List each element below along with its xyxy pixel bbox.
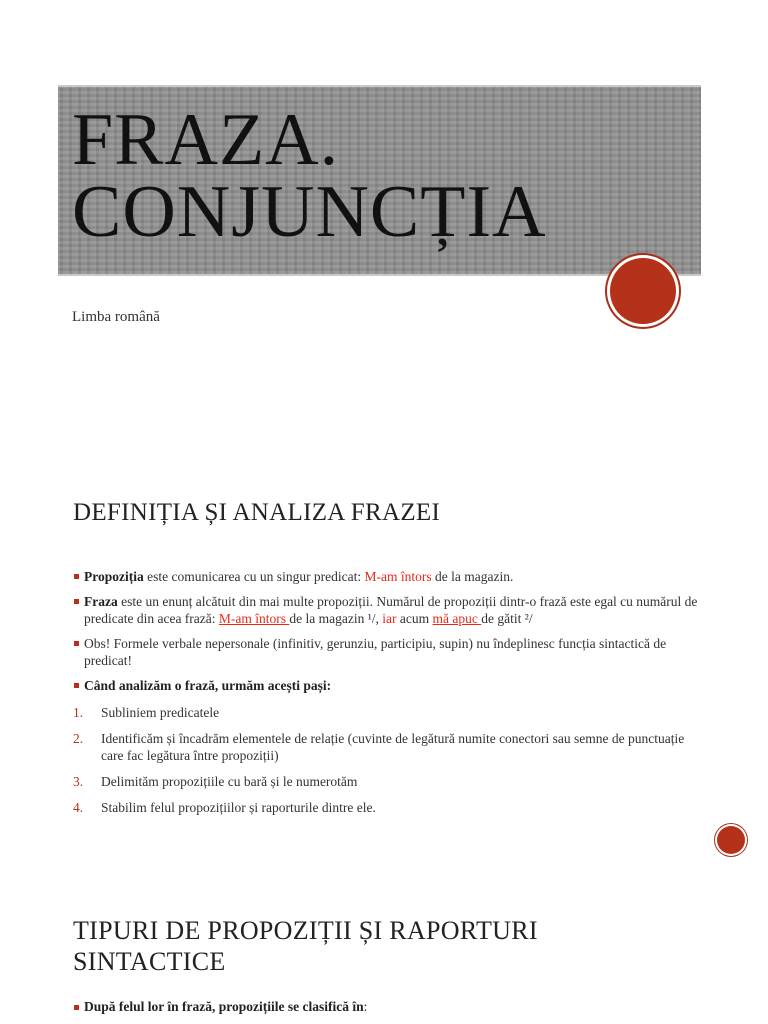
section-heading-definition: DEFINIȚIA ȘI ANALIZA FRAZEI xyxy=(73,499,441,526)
bullet-propozitia: Propoziția este comunicarea cu un singur predicat: M-am întors de la magazin. xyxy=(73,568,703,585)
step-item: 3. Delimităm propozițiile cu bară și le numerotăm xyxy=(73,774,358,789)
title-line-2: CONJUNCȚIA xyxy=(72,171,547,253)
step-item: 2. Identificăm și încadrăm elementele de relație (cuvinte de legătură numite conectori sau semne de punctuație care fac legătura între propoziții) xyxy=(73,731,685,763)
step-item: 1. Subliniem predicatele xyxy=(73,705,220,720)
title-line-1: FRAZA. xyxy=(72,99,340,181)
analysis-steps xyxy=(73,704,703,825)
bullet-observatie: Obs! Formele verbale nepersonale (infinitiv, gerunziu, participiu, supin) nu îndeplinesc funcția sintactică de predicat! xyxy=(73,635,703,669)
step-item: 4. Stabilim felul propozițiilor și raporturile dintre ele. xyxy=(73,800,376,815)
decorative-circle-small xyxy=(717,826,745,854)
bullet-fraza: Fraza este un enunț alcătuit din mai multe propoziții. Numărul de propoziții dintr-o frază este egal cu numărul de predicate din acea frază: M-am întors de la magazin ¹/, iar acum mă apuc de gătit ²/ xyxy=(73,593,703,627)
definition-bullets xyxy=(73,568,703,702)
bullet-clasificare: După felul lor în frază, propozițiile se clasifică în: xyxy=(73,999,367,1015)
slide-subtitle: Limba română xyxy=(72,309,160,325)
section-heading-types: TIPURI DE PROPOZIȚII ȘI RAPORTURI SINTACTICE xyxy=(73,916,538,976)
slide-title xyxy=(72,99,547,253)
bullet-analiza: Când analizăm o frază, urmăm acești pași: xyxy=(73,677,703,694)
decorative-circle-large xyxy=(610,258,676,324)
